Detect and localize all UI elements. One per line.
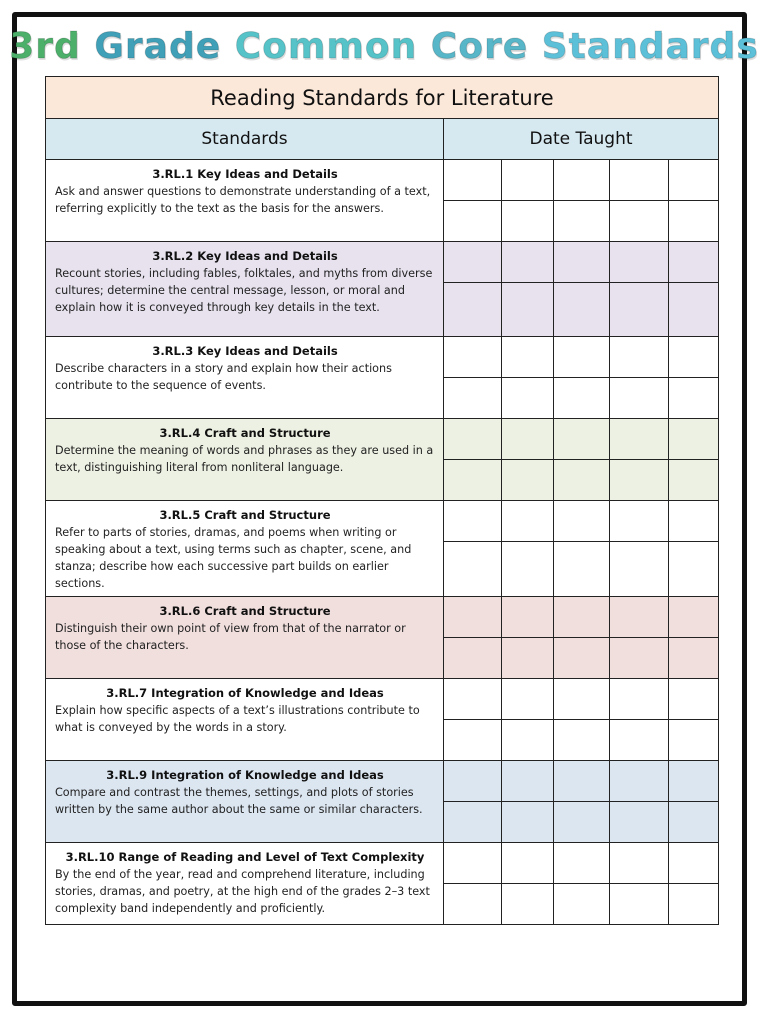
date-taught-cell[interactable] <box>669 720 719 761</box>
standard-cell <box>46 843 444 925</box>
standard-description: Compare and contrast the themes, settings, and plots of stories written by the same author about the same or similar characters. <box>55 786 423 816</box>
date-taught-cell[interactable] <box>669 501 719 542</box>
date-taught-cell[interactable] <box>444 597 502 638</box>
table-row <box>46 761 719 802</box>
date-taught-cell[interactable] <box>610 542 669 597</box>
date-taught-cell[interactable] <box>554 597 610 638</box>
date-taught-cell[interactable] <box>669 378 719 419</box>
date-taught-cell[interactable] <box>554 242 610 283</box>
standard-description: By the end of the year, read and comprehend literature, including stories, dramas, and poetry, at the high end of the grades 2–3 text complexity band independently and proficiently. <box>55 868 430 915</box>
date-taught-cell[interactable] <box>554 283 610 337</box>
date-taught-cell[interactable] <box>554 337 610 378</box>
date-taught-cell[interactable] <box>669 638 719 679</box>
date-taught-cell[interactable] <box>610 283 669 337</box>
date-taught-cell[interactable] <box>610 378 669 419</box>
date-taught-cell[interactable] <box>554 884 610 925</box>
standard-code-title: 3.RL.2 Key Ideas and Details <box>152 249 338 263</box>
date-taught-cell[interactable] <box>444 201 502 242</box>
date-taught-cell[interactable] <box>669 201 719 242</box>
date-taught-cell[interactable] <box>502 843 554 884</box>
standard-code-title: 3.RL.3 Key Ideas and Details <box>152 344 338 358</box>
date-taught-cell[interactable] <box>502 460 554 501</box>
date-taught-cell[interactable] <box>610 720 669 761</box>
date-taught-cell[interactable] <box>610 761 669 802</box>
table-row <box>46 160 719 201</box>
date-taught-cell[interactable] <box>669 802 719 843</box>
date-taught-cell[interactable] <box>444 542 502 597</box>
date-taught-cell[interactable] <box>669 679 719 720</box>
date-taught-cell[interactable] <box>554 843 610 884</box>
table-row <box>46 597 719 638</box>
date-taught-cell[interactable] <box>554 802 610 843</box>
standard-code-title: 3.RL.6 Craft and Structure <box>159 604 331 618</box>
date-taught-cell[interactable] <box>669 884 719 925</box>
date-taught-cell[interactable] <box>610 597 669 638</box>
standard-cell <box>46 337 444 419</box>
table-row <box>46 679 719 720</box>
date-taught-cell[interactable] <box>610 419 669 460</box>
standard-code-title: 3.RL.1 Key Ideas and Details <box>152 167 338 181</box>
date-taught-cell[interactable] <box>444 460 502 501</box>
standard-description: Distinguish their own point of view from that of the narrator or those of the characters. <box>55 622 406 652</box>
date-taught-cell[interactable] <box>502 679 554 720</box>
date-taught-cell[interactable] <box>444 337 502 378</box>
date-taught-cell[interactable] <box>444 843 502 884</box>
date-taught-cell[interactable] <box>610 501 669 542</box>
date-taught-cell[interactable] <box>610 242 669 283</box>
date-taught-cell[interactable] <box>669 283 719 337</box>
date-taught-cell[interactable] <box>502 884 554 925</box>
table-row <box>46 843 719 884</box>
date-taught-cell[interactable] <box>554 679 610 720</box>
date-taught-cell[interactable] <box>554 542 610 597</box>
date-taught-cell[interactable] <box>444 378 502 419</box>
standard-code-title: 3.RL.5 Craft and Structure <box>159 508 331 522</box>
page-title <box>0 24 768 70</box>
title-word-3: Common <box>234 26 418 67</box>
table-body <box>46 160 719 925</box>
standard-cell <box>46 761 444 843</box>
standard-code-title: 3.RL.4 Craft and Structure <box>159 426 331 440</box>
date-taught-cell[interactable] <box>444 720 502 761</box>
section-title: Reading Standards for Literature <box>46 77 719 119</box>
date-taught-cell[interactable] <box>610 460 669 501</box>
standard-description: Refer to parts of stories, dramas, and poems when writing or speaking about a text, using terms such as chapter, scene, and stanza; describe how each successive part builds on earlier sections. <box>55 526 412 590</box>
date-taught-cell[interactable] <box>669 460 719 501</box>
standard-cell <box>46 597 444 679</box>
date-taught-cell[interactable] <box>554 160 610 201</box>
date-taught-cell[interactable] <box>610 802 669 843</box>
date-taught-cell[interactable] <box>554 201 610 242</box>
standard-code-title: 3.RL.7 Integration of Knowledge and Ideas <box>106 686 384 700</box>
date-taught-cell[interactable] <box>502 337 554 378</box>
title-word-5: Standards <box>541 26 759 67</box>
date-taught-cell[interactable] <box>502 501 554 542</box>
date-taught-cell[interactable] <box>444 638 502 679</box>
date-taught-cell[interactable] <box>669 843 719 884</box>
date-taught-cell[interactable] <box>444 160 502 201</box>
date-taught-cell[interactable] <box>610 201 669 242</box>
date-taught-cell[interactable] <box>444 242 502 283</box>
date-taught-cell[interactable] <box>502 597 554 638</box>
standard-code-title: 3.RL.9 Integration of Knowledge and Ideas <box>106 768 384 782</box>
date-taught-cell[interactable] <box>610 638 669 679</box>
date-taught-cell[interactable] <box>502 242 554 283</box>
date-taught-cell[interactable] <box>610 337 669 378</box>
date-taught-cell[interactable] <box>554 419 610 460</box>
date-taught-cell[interactable] <box>554 720 610 761</box>
standard-cell <box>46 242 444 337</box>
title-word-4: Core <box>430 26 529 67</box>
title-word-1: 3rd <box>9 26 81 67</box>
column-header-date-taught: Date Taught <box>444 119 719 160</box>
date-taught-cell[interactable] <box>669 761 719 802</box>
standard-code-title: 3.RL.10 Range of Reading and Level of Text Complexity <box>65 850 425 864</box>
date-taught-cell[interactable] <box>502 419 554 460</box>
table-row <box>46 501 719 542</box>
date-taught-cell[interactable] <box>502 802 554 843</box>
date-taught-cell[interactable] <box>554 638 610 679</box>
table-row <box>46 337 719 378</box>
title-word-2: Grade <box>94 26 222 67</box>
date-taught-cell[interactable] <box>502 378 554 419</box>
standard-cell <box>46 501 444 597</box>
table-row <box>46 419 719 460</box>
standard-description: Ask and answer questions to demonstrate understanding of a text, referring explicitly to the text as the basis for the answers. <box>55 185 431 215</box>
table-row <box>46 242 719 283</box>
standard-description: Determine the meaning of words and phrases as they are used in a text, distinguishing literal from nonliteral language. <box>55 444 434 474</box>
date-taught-cell[interactable] <box>444 501 502 542</box>
date-taught-cell[interactable] <box>502 201 554 242</box>
date-taught-cell[interactable] <box>444 679 502 720</box>
date-taught-cell[interactable] <box>610 843 669 884</box>
date-taught-cell[interactable] <box>502 283 554 337</box>
date-taught-cell[interactable] <box>669 242 719 283</box>
date-taught-cell[interactable] <box>502 761 554 802</box>
date-taught-cell[interactable] <box>610 160 669 201</box>
date-taught-cell[interactable] <box>669 337 719 378</box>
standards-table <box>45 76 719 925</box>
date-taught-cell[interactable] <box>610 679 669 720</box>
date-taught-cell[interactable] <box>669 419 719 460</box>
standard-description: Recount stories, including fables, folktales, and myths from diverse cultures; determine the central message, lesson, or moral and explain how it is conveyed through key details in the text. <box>55 267 433 314</box>
date-taught-cell[interactable] <box>444 761 502 802</box>
date-taught-cell[interactable] <box>444 802 502 843</box>
date-taught-cell[interactable] <box>444 419 502 460</box>
date-taught-cell[interactable] <box>554 460 610 501</box>
standard-cell <box>46 679 444 761</box>
date-taught-cell[interactable] <box>669 160 719 201</box>
standard-cell <box>46 160 444 242</box>
column-header-standards: Standards <box>46 119 444 160</box>
standard-description: Explain how specific aspects of a text’s illustrations contribute to what is conveyed by the words in a story. <box>55 704 420 734</box>
date-taught-cell[interactable] <box>444 884 502 925</box>
date-taught-cell[interactable] <box>554 761 610 802</box>
standard-cell <box>46 419 444 501</box>
date-taught-cell[interactable] <box>554 378 610 419</box>
date-taught-cell[interactable] <box>554 501 610 542</box>
date-taught-cell[interactable] <box>444 283 502 337</box>
date-taught-cell[interactable] <box>502 542 554 597</box>
date-taught-cell[interactable] <box>669 542 719 597</box>
date-taught-cell[interactable] <box>502 160 554 201</box>
date-taught-cell[interactable] <box>502 720 554 761</box>
date-taught-cell[interactable] <box>502 638 554 679</box>
date-taught-cell[interactable] <box>669 597 719 638</box>
date-taught-cell[interactable] <box>610 884 669 925</box>
standard-description: Describe characters in a story and explain how their actions contribute to the sequence of events. <box>55 362 392 392</box>
